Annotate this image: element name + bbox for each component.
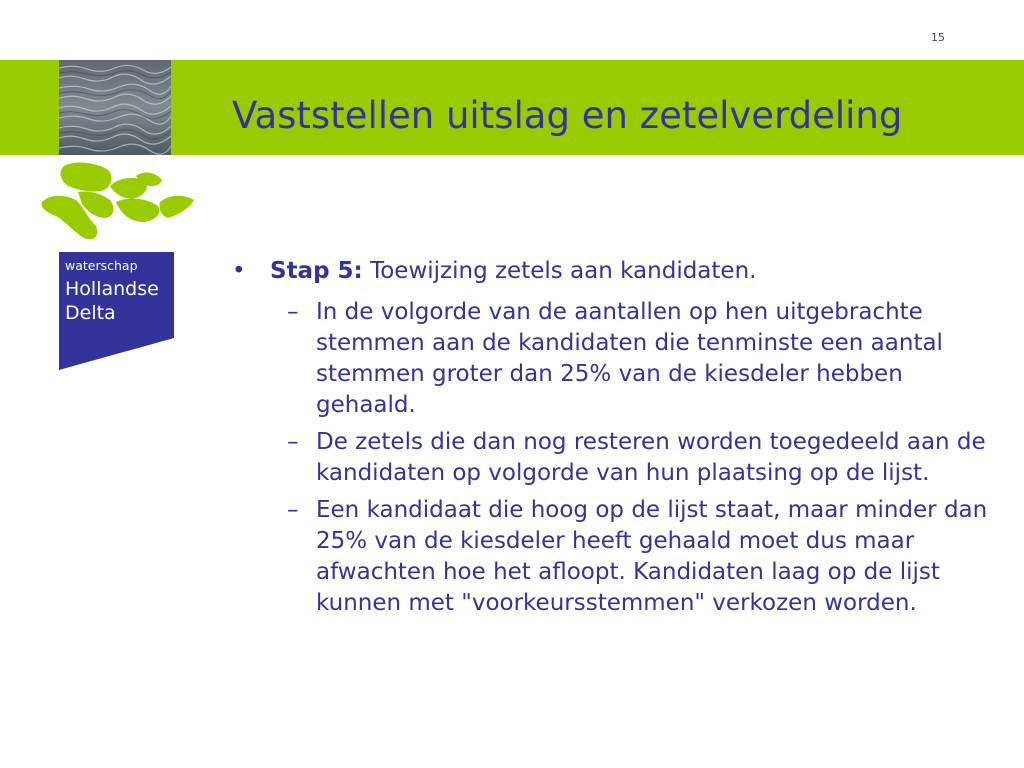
bullet-item: [232, 256, 1002, 287]
logo-text-hollandse: Hollandse: [65, 278, 159, 300]
water-photo: [59, 60, 171, 155]
region-map-logo: [38, 160, 196, 246]
sub-list-item: [278, 495, 1002, 619]
bullet-text: Toewijzing zetels aan kandidaten.: [362, 258, 757, 284]
bullet-icon: •: [232, 258, 246, 284]
dash-icon: –: [287, 497, 299, 523]
sub-item-text: Een kandidaat die hoog op de lijst staat, maar minder dan 25% van de kiesdeler heeft gehaald moet dus maar afwachten hoe het afloopt. Kandidaten laag op de lijst kunnen met "voorkeursstemmen" verkozen worden.: [316, 497, 988, 616]
sub-list: [232, 297, 1002, 619]
bullet-strong-text: Stap 5:: [270, 258, 363, 284]
logo-text-waterschap: waterschap: [65, 258, 138, 273]
dash-icon: –: [287, 299, 299, 325]
logo-text-delta: Delta: [65, 302, 116, 324]
slide-content: [232, 256, 1002, 625]
sub-item-text: In de volgorde van de aantallen op hen uitgebrachte stemmen aan de kandidaten die tenminste een aantal stemmen groter dan 25% van de kiesdeler hebben gehaald.: [316, 299, 943, 418]
sub-list-item: [278, 427, 1002, 489]
dash-icon: –: [287, 429, 299, 455]
page-number: 15: [931, 31, 945, 44]
sub-list-item: [278, 297, 1002, 421]
sub-item-text: De zetels die dan nog resteren worden toegedeeld aan de kandidaten op volgorde van hun plaatsing op de lijst.: [316, 429, 986, 486]
slide-title: Vaststellen uitslag en zetelverdeling: [232, 94, 903, 137]
